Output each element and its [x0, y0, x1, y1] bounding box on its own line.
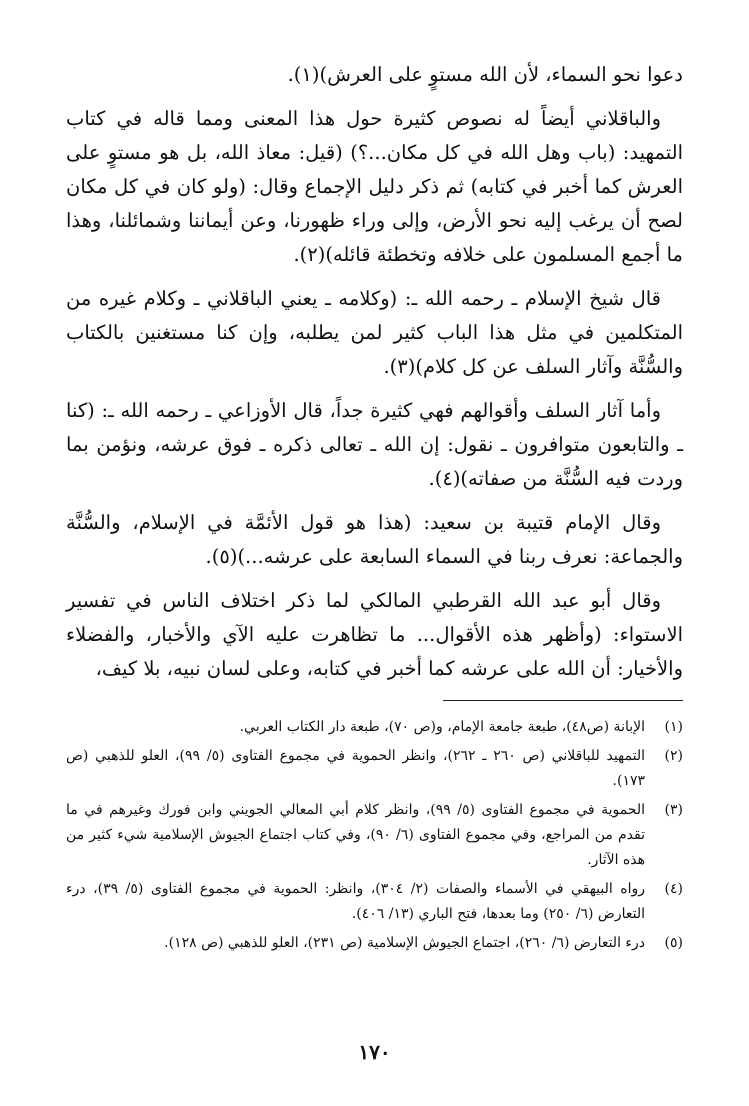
footnote-text: الحموية في مجموع الفتاوى (٥/ ٩٩)، وانظر كلام أبي المعالي الجويني وابن فورك وغيرهم في ما تقدم من المراجع، وفي مجموع الفتاوى (٦/ ٩٠)، وفي كتاب اجتماع الجيوش الإسلامية شيء كثير من هذه الآثار. [66, 802, 645, 868]
footnote-divider [443, 700, 683, 701]
footnote-text: درء التعارض (٦/ ٢٦٠)، اجتماع الجيوش الإسلامية (ص ٢٣١)، العلو للذهبي (ص ١٢٨). [164, 935, 645, 951]
footnote-number: (٤) [664, 881, 683, 897]
footnote [66, 877, 683, 927]
page-number: ١٧٠ [358, 1040, 391, 1064]
footnote [66, 931, 683, 956]
footnote-number: (١) [664, 719, 683, 735]
footnote-text: رواه البيهقي في الأسماء والصفات (٢/ ٣٠٤)، وانظر: الحموية في مجموع الفتاوى (٥/ ٣٩)، درء التعارض (٦/ ٢٥٠) وما بعدها، فتح الباري (١٣/ ٤٠٦). [66, 881, 646, 922]
body-paragraph-3: قال شيخ الإسلام ـ رحمه الله ـ: (وكلامه ـ يعني الباقلاني ـ وكلام غيره من المتكلمين في مثل هذا الباب كثير لمن يطلبه، وإن كنا مستغنين بالكتاب والسُّنَّة وآثار السلف عن كل كلام)(٣). [66, 287, 683, 378]
page-content [66, 58, 683, 960]
body-paragraph-5: وقال الإمام قتيبة بن سعيد: (هذا هو قول الأئمَّة في الإسلام، والسُّنَّة والجماعة: نعرف ربنا في السماء السابعة على عرشه...)(٥). [66, 511, 683, 568]
footnote-number: (٣) [664, 802, 683, 818]
body-paragraph-1: دعوا نحو السماء، لأن الله مستوٍ على العرش)(١). [287, 63, 683, 86]
body-paragraph-6: وقال أبو عبد الله القرطبي المالكي لما ذكر اختلاف الناس في تفسير الاستواء: (وأظهر هذه الأقوال... ما تظاهرت عليه الآي والأخبار، والفضلاء والأخيار: أن الله على عرشه كما أخبر في كتابه، وعلى لسان نبيه، بلا كيف، [66, 589, 683, 680]
footnote-number: (٥) [664, 935, 683, 951]
footnote-text: التمهيد للباقلاني (ص ٢٦٠ ـ ٢٦٢)، وانظر الحموية في مجموع الفتاوى (٥/ ٩٩)، العلو للذهبي (ص ١٧٣). [66, 748, 645, 789]
footnote-text: الإبانة (ص٤٨)، طبعة جامعة الإمام، و(ص ٧٠)، طبعة دار الكتاب العربي. [239, 719, 645, 735]
body-paragraph-2: والباقلاني أيضاً له نصوص كثيرة حول هذا المعنى ومما قاله في كتاب التمهيد: (باب وهل الله في كل مكان...؟) (قيل: معاذ الله، بل هو مستوٍ على العرش كما أخبر في كتابه) ثم ذكر دليل الإجماع وقال: (ولو كان في كل مكان لصح أن يرغب إليه نحو الأرض، وإلى وراء ظهورنا، وعن أيماننا وشمائلنا، وهذا ما أجمع المسلمون على خلافه وتخطئة قائله)(٢). [66, 107, 683, 266]
footnote [66, 744, 683, 794]
footnote [66, 715, 683, 740]
footnote [66, 798, 683, 873]
footnote-number: (٢) [664, 748, 683, 764]
footnotes [66, 715, 683, 956]
body-paragraph-4: وأما آثار السلف وأقوالهم فهي كثيرة جداً، قال الأوزاعي ـ رحمه الله ـ: (كنا ـ والتابعون متوافرون ـ نقول: إن الله ـ تعالى ذكره ـ فوق عرشه، ونؤمن بما وردت فيه السُّنَّة من صفاته)(٤). [66, 399, 683, 490]
